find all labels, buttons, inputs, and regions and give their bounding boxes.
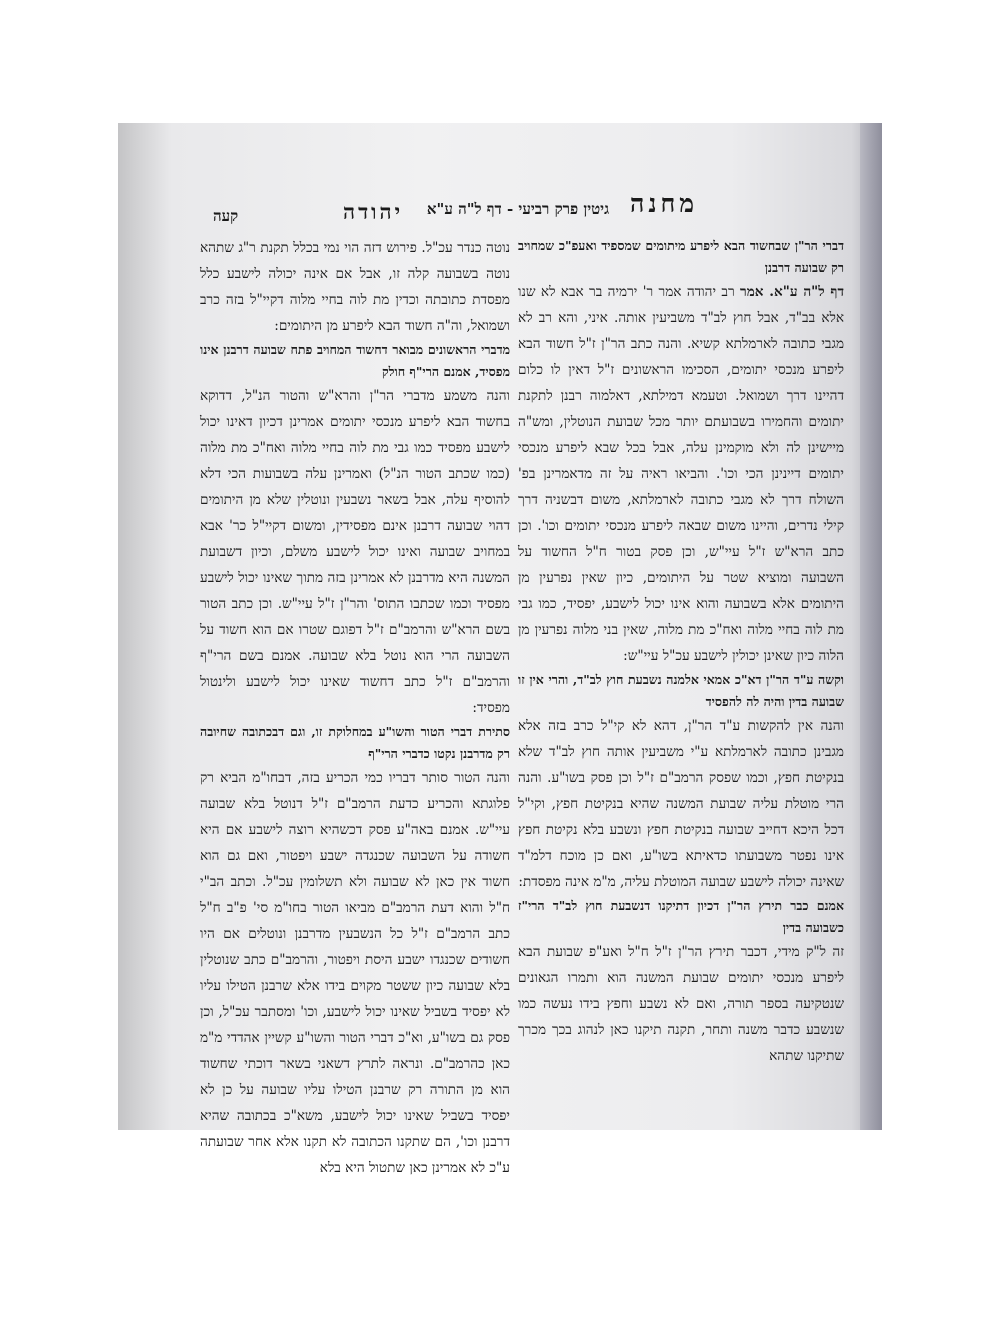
book-page-edge — [860, 123, 882, 1130]
section-heading: אמנם כבר תירץ הר"ן דכיון דתיקנו דנשבעת חוץ לב"ד הרי"ז כשבועה בדין — [518, 898, 844, 935]
section-heading: וקשה ע"ד הר"ן דא"כ אמאי אלמנה נשבעת חוץ לב"ד, והרי אין זו שבועה בדין והיה לה להפסיד — [518, 672, 844, 709]
running-head: גיטין פרק רביעי - דף ל"ה ע"א — [426, 200, 610, 218]
section-heading: מדברי הראשונים מבואר דחשוד המחויב פתח שבועה דרבנן אינו מפסיד, אמנם הרי"ף חולק — [200, 342, 510, 379]
paragraph: זה ל"ק מידי, דכבר תירץ הר"ן ז"ל ח"ל ואע"פ שבועת הבא ליפרע מנכסי יתומים שבועת המשנה הוא ותמרו הגאונים שנטקיעה בספר תורה, ואם לא נשבע וחפץ בידו נעשה כמו שנשבע כדבר משנה ותחר, תקנה תיקנו כאן לנהוג בכך מכרך שתיקנו שתהא — [518, 944, 844, 1064]
paragraph-text: רב יהודה אמר ר' ירמיה בר אבא לא שנו אלא בב"ד, אבל חוץ לב"ד משביעין אותה. איני, והא רב לא מגבי כתובה לארמלתא קשיא. והנה כתב הר"ן ז"ל חשוד הבא ליפרע מנכסי יתומים, הסכימו הראשונים ז"ל דאין לו כלום דהיינו דרך ושמואל. וטעמא דמילתא, דאלמוה רבנן לתקנת יתומים והחמירו בשבועתם יותר מכל שבועת הנוטלין, ומש"ה מיישינן לה ולא מוקמינן עלה, אבל בכל שבא ליפרע מנכסי יתומים דיינינן הכי וכו'. והביאו ראיה על זה מדאמרינן בפ' השולח דרך לא מגבי כתובה לארמלתא, משום דבשניה דרך קילי נדרים, והיינו משום שבאה ליפרע מנכסי יתומים וכו'. וכן כתב הרא"ש ז"ל עיי"ש, וכן פסק בטור ח"ל החשוד על השבועה ומוציא שטר על היתומים, כיון שאין נפרעין מן היתומים אלא בשבועה והוא אינו יכול לישבע, יפסיד, כמו גבי מת לוה בחיי מלוה ואח"כ מת מלוה, שאין בני מלוה נפרעין מן הלוה כיון שאינן יכולין לישבע עכ"ל עיי"ש: — [518, 284, 844, 664]
title-right: מחנה — [630, 189, 699, 218]
title-left: יהודה — [343, 199, 404, 224]
scanned-page — [118, 123, 882, 1176]
paragraph: והנה הטור סותר דבריו כמי הכריע בזה, דבחו"מ הביא רק פלוגתא והכריע כדעת הרמב"ם ז"ל דנוטל בלא שבועה עיי"ש. אמנם באה"ע פסק דכשהיא רוצה לישבע אם היא חשודה על השבועה שכנגדה ישבע ויפטור, ואם גם הוא חשוד אין כאן לא שבועה ולא תשלומין עכ"ל. וכתב הב"י ח"ל והוא דעת הרמב"ם מביאו הטור בחו"מ סי' פ"ב ח"ל כתב הרמב"ם ז"ל כל הנשבעין מדרבנן ונוטלים אם היו חשודים שכנגדו ישבע היסת ויפטור, והרמב"ם כתב שנוטלין בלא שבועה כיון ששטר מקוים בידו אלא שרבנן הטילו עליו לא יפסיד בשביל שאינו יכול לישבע, וכו' ומסתבר עכ"ל, וכן פסק גם בשו"ע, וא"כ דברי הטור והשו"ע קשיין אהדדי מ"מ כאן כהרמב"ם. ונראה לתרץ דשאני בשאר דוכתי שחשוד הוא מן התורה רק שרבנן הטילו עליו שבועה על כן לא יפסיד בשביל שאינו יכול לישבע, משא"כ בכתובה שהיא דרבנן וכו', הם שתקנו הכתובה לא תקנו אלא אחר שבועתה ע"כ לא אמרינן כאן שתטול היא בלא — [200, 770, 510, 1176]
paragraph: והנה משמע מדברי הר"ן והרא"ש והטור הנ"ל, דדוקא בחשוד הבא ליפרע מנכסי יתומים אמרינן דכיון דאינו יכול לישבע מפסיד כמו גבי מת לוה בחיי מלוה ואח"כ מת מלוה (כמו שכתב הטור הנ"ל) ואמרינן עלה בשבועות הכי דלא להוסיף עלה, אבל בשאר נשבעין ונוטלין שלא מן היתומים דהוי שבועה דרבנן אינם מפסידין, ומשום דקיי"ל כר' אבא במחויב שבועה ואינו יכול לישבע משלם, וכיון דשבועת המשנה היא מדרבנן לא אמרינן בזה מתוך שאינו יכול לישבע מפסיד וכמו שכתבו התוס' והר"ן ז"ל עיי"ש. וכן כתב הטור בשם הרא"ש והרמב"ם ז"ל דפוגם שטרו אם הוא חשוד על השבועה הרי הוא נוטל בלא שבועה. אמנם בשם הרי"ף והרמב"ם ז"ל כתב דחשוד שאינו יכול לישבע ולינטול מפסיד: — [200, 388, 510, 716]
left-column — [200, 235, 510, 1181]
right-column — [518, 235, 844, 1069]
section-heading: סתירת דברי הטור והשו"ע במחלוקת זו, וגם דבכתובה שחיובה רק מדרבנן נקטו כדברי הרי"ף — [200, 724, 510, 761]
section-heading: דברי הר"ן שבחשוד הבא ליפרע מיתומים שמספיד ואעפ"כ שמחויב רק שבועה דרבנן — [518, 238, 844, 275]
paragraph-lead: דף ל"ה ע"א. אמר — [740, 284, 844, 300]
paragraph: והנה אין להקשות ע"ד הר"ן, דהא לא קי"ל כרב בזה אלא מגבינן כתובה לארמלתא ע"י משביעין אותה חוץ לב"ד שלא בנקיטת חפץ, וכמו שפסק הרמב"ם ז"ל וכן פסק בשו"ע. והנה הרי מוטלת עליה שבועת המשנה שהיא בנקיטת חפץ, וקי"ל דכל היכא דחייב שבועה בנקיטת חפץ ונשבע בלא נקיטת חפץ אינו נפטר משבועתו כדאיתא בשו"ע, ואם כן מוכח דלמ"ד שאינה יכולה לישבע שבועה המוטלת עליה, מ"מ אינה מפסדת: — [518, 718, 844, 890]
page-number: קעה — [213, 207, 239, 225]
paragraph: נוטה כנדר עכ"ל. פירוש דזה הוי נמי בכלל תקנת ר"ג שתהא נוטה בשבועה קלה זו, אבל אם אינה יכולה לישבע כלל מפסדת כתובתה וכדין מת לוה בחיי מלוה דקיי"ל בזה כרב ושמואל, וה"ה חשוד הבא ליפרע מן היתומים: — [200, 240, 510, 334]
paragraph — [518, 279, 844, 669]
